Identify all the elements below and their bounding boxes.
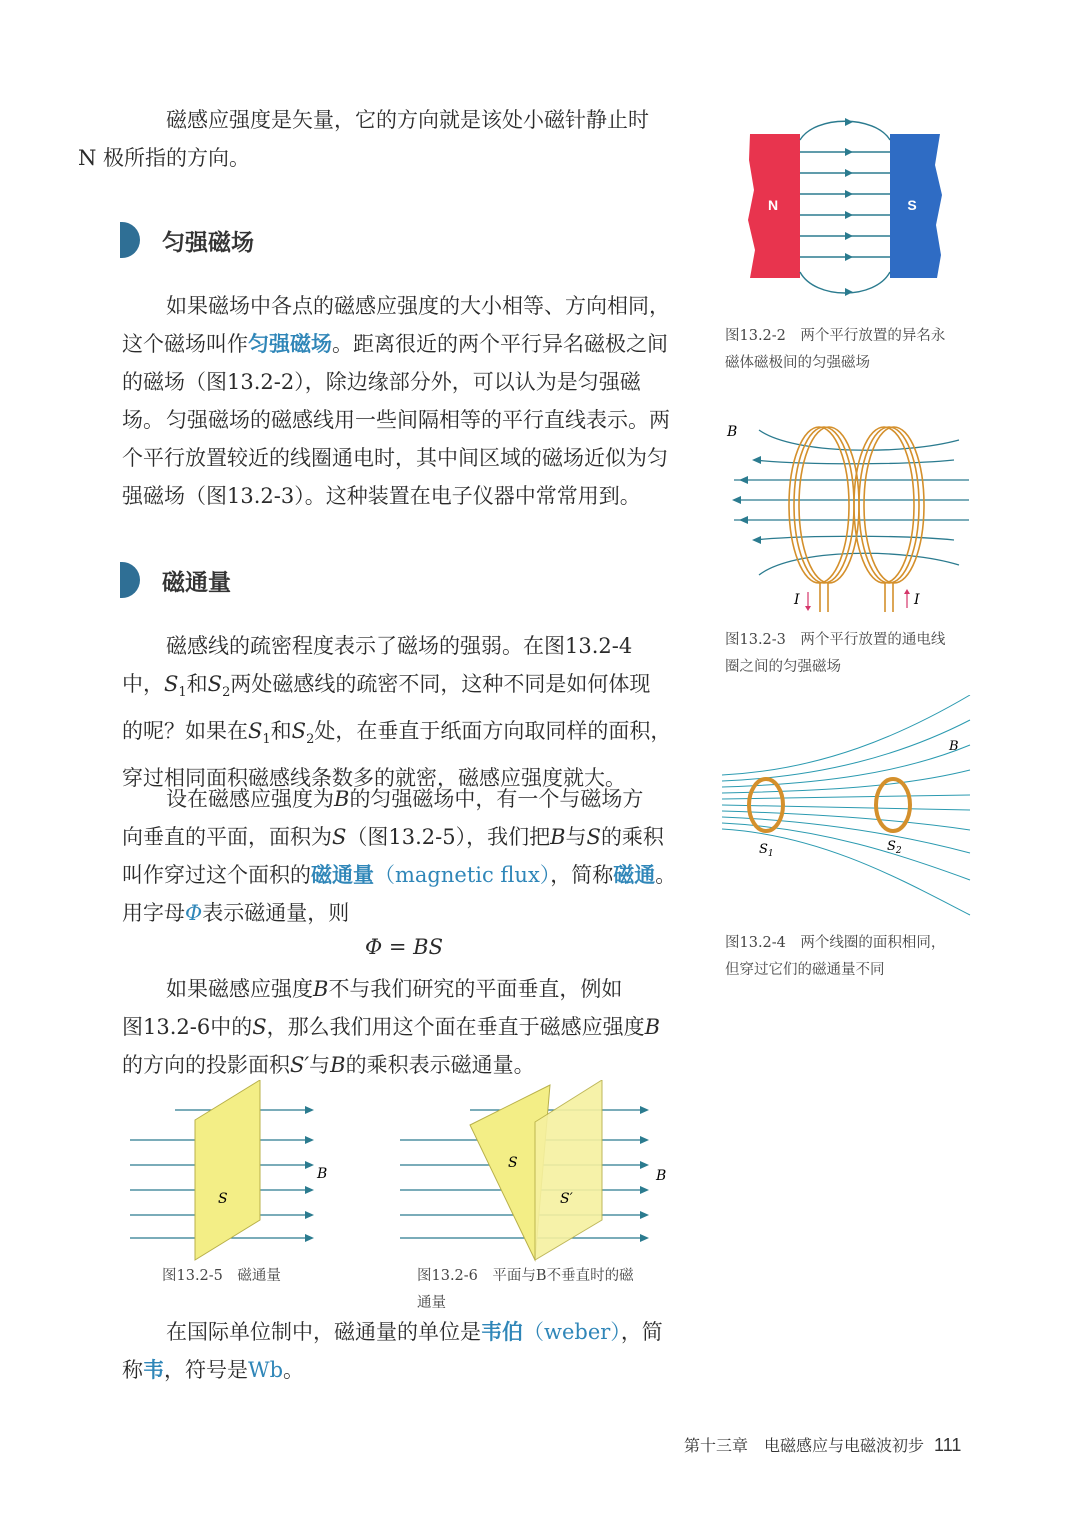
page-number: 111: [934, 1435, 962, 1455]
section-heading: 磁通量: [120, 560, 231, 600]
tilted-plane-figure: [400, 1080, 675, 1265]
heading-marker-icon: [120, 222, 140, 258]
svg-text:I: I: [914, 592, 920, 608]
figure-caption: 图13.2-5 磁通量: [162, 1268, 281, 1284]
paragraph: 匀强磁场的磁感线用一些间隔相等的平行直线表示。两 个平行放置较近的线圈通电时，其中间区域的磁场近似为匀 强磁场（图13.2-3）。这种装置在电子仪器中常常用到。: [122, 408, 670, 508]
magnet-figure: [745, 110, 950, 305]
flux-figure: [722, 695, 974, 920]
paragraph: 如果磁场中各点的磁感应强度的大小相等、方向相同， 这个磁场叫作匀强磁场。距离很近的两个平行异名磁极之间 的磁场（图13.2-2），除边缘部分外，可以认为是匀强磁场。: [122, 294, 670, 432]
svg-text:N: N: [767, 197, 779, 213]
figure-caption: 图13.2-4 两个线圈的面积相同， 但穿过它们的磁通量不同: [725, 935, 946, 978]
flux-plane-figure: [130, 1080, 340, 1265]
svg-text:B: B: [727, 424, 738, 440]
svg-text:B: B: [656, 1168, 667, 1184]
section-heading: 匀强磁场: [120, 220, 254, 260]
chapter-title: 第十三章 电磁感应与电磁波初步: [684, 1436, 925, 1455]
figure-caption: 图13.2-2 两个平行放置的异名永 磁体磁极间的匀强磁场: [725, 328, 946, 371]
paragraph: 设在磁感应强度为B的匀强磁场中，有一个与磁场方 向垂直的平面，面积为S（图13.2-5），我们把B与S的乘积 叫作穿过这个面积的磁通量（magnetic flux），简称磁通。 用字母Φ表示磁通量，则: [122, 787, 677, 925]
figure-caption: 图13.2-3 两个平行放置的通电线 圈之间的匀强磁场: [725, 632, 946, 675]
svg-text:B: B: [317, 1166, 328, 1182]
heading-marker-icon: [120, 562, 140, 598]
svg-text:S1: $S_1$: [759, 842, 774, 859]
paragraph: 如果磁感应强度B不与我们研究的平面垂直，例如 图13.2-6中的S，那么我们用这个面在垂直于磁感应强度B 的方向的投影面积S′与B的乘积表示磁通量。: [122, 977, 661, 1077]
svg-text:S: S: [218, 1191, 228, 1207]
formula: Φ = BS: [365, 935, 443, 959]
page-footer: [684, 1433, 961, 1456]
paragraph: 磁感线的疏密程度表示了磁场的强弱。在图13.2-4 中，$S_1$和$S_2$两处磁感线的疏密不同，这种不同是如何体现 的呢？如果在$S_1$和$S_2$处，在垂直于纸面方向取同样的面积， 穿过相同面积磁感线条数多的就密，磁感应强度就大。: [122, 634, 672, 791]
svg-text:I: I: [794, 592, 800, 608]
coil-figure: [724, 420, 974, 615]
paragraph: 磁感应强度是矢量，它的方向就是该处小磁针静止时 N 极所指的方向。: [78, 108, 649, 170]
svg-text:S: S: [907, 197, 917, 213]
svg-text:B: B: [949, 739, 959, 754]
svg-text:S′: S′: [560, 1191, 573, 1207]
svg-text:S: S: [508, 1155, 518, 1171]
svg-text:S2: $S_2$: [887, 839, 902, 856]
paragraph: 在国际单位制中，磁通量的单位是韦伯（weber），简 称韦，符号是Wb。: [122, 1320, 663, 1382]
figure-caption: 图13.2-6 平面与B不垂直时的磁 通量: [417, 1268, 634, 1311]
